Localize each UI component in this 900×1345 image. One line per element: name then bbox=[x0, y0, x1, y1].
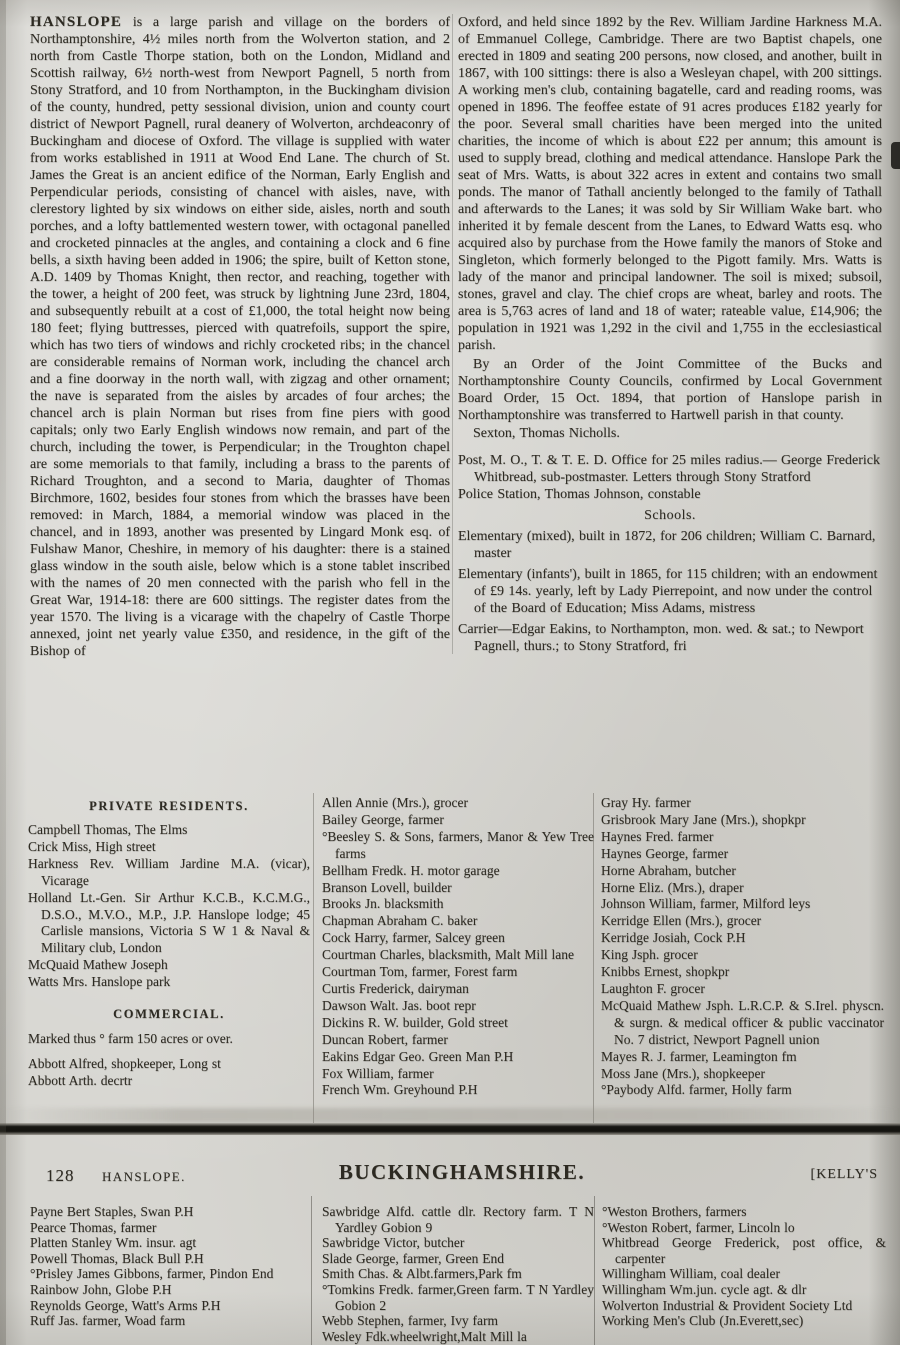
directory-entry: Chapman Abraham C. baker bbox=[322, 913, 478, 929]
directory-entry: Wesley Fdk.wheelwright,Malt Mill la bbox=[322, 1328, 527, 1344]
intro-text-left: is a large parish and village on the borders of Northamptonshire, 4½ miles north from the Wolverton station, and 2 north from Castle Thorpe station, both on the London, Midland and Scottish railway, 6½ north-west from Newport Pagnell, 5 north from Stony Stratford, and 10 from Northampton, in the Buckingham division of the county, hundred, petty sessional division, union and county court district of Newport Pagnell, rural deanery of Wolverton, archdeaconry of Buckingham and diocese of Oxford. The village is supplied with water from works established in 1911 at Wood End Lane. The church of St. James the Great is an ancient edifice of the Norman, Early English and Perpendicular periods, consisting of chancel with aisles, nave, with clerestory lighted by six windows on either side, aisles, north and south porches, and a lofty battlemented western tower, with octagonal panelled and crocketed pinnacles at the angles, and containing a clock and 6 fine bells, a sixth having been added in 1906; the spire, built of Ketton stone, A.D. 1409 by Thomas Knight, then rector, and reaching, together with the tower, a height of 200 feet, was struck by lightning June 23rd, 1804, and subsequently rebuilt at a cost of £1,000, the total height now being 180 feet; flying buttresses, pierced with quatrefoils, support the spire, which has two tiers of windows and richly crocketed ribs; in the chancel are considerable remains of Norman work, including the chancel arch and a fine doorway in the north wall, with zigzag and other ornament; the nave is separated from the aisles by arcades of four arches; the chancel arch is plain Norman but rises from fine piers with good capitals; only two Early English windows now remain, and part of the church, including the tower, is Perpendicular; in the Troughton chapel are some memorials to that family, including a brass to the parents of Richard Troughton, and a second to Maria, daughter of Thomas Birchmore, 1602, besides four stones from which the brasses have been removed: in March, 1884, a memorial window was placed in the chancel, and in 1893, another was presented by Lingard Monk esq. of Fulshaw Manor, Cheshire, in memory of his daughter: there is a stained glass window in the south aisle, below which is a stone tablet inscribed with the names of 20 men connected with the parish who fell in the Great War, 1914-18: there are 600 sittings. The register dates from the year 1570. The living is a vicarage with the chapelry of Castle Thorpe annexed, joint net yearly value £350, and residence, in the gift of the Bishop of bbox=[30, 15, 450, 659]
scan-artifact bbox=[891, 142, 900, 169]
directory-entry: Pearce Thomas, farmer bbox=[30, 1219, 157, 1235]
directory-entry: Whitbread George Frederick, post office, & carpenter bbox=[602, 1235, 886, 1266]
running-title-county: BUCKINGHAMSHIRE. bbox=[338, 1160, 586, 1184]
directory-entry: Dawson Walt. Jas. boot repr bbox=[322, 997, 476, 1013]
school-entry-infants: Elementary (infants'), built in 1865, for 115 children; with an endowment of £9 14s. yearly, left by Lady Pierrepoint, and now under the control of the Board of Education; Miss Adams, mistress bbox=[458, 567, 878, 616]
intro-left-column bbox=[30, 14, 450, 660]
private-residents-heading: PRIVATE RESIDENTS. bbox=[89, 799, 249, 813]
directory-entry: Horne Abraham, butcher bbox=[601, 862, 736, 878]
directory-list-col2 bbox=[322, 795, 594, 1099]
page2-column-1 bbox=[30, 1204, 310, 1329]
directory-entry: Crick Miss, High street bbox=[28, 838, 156, 854]
directory-entry: Campbell Thomas, The Elms bbox=[28, 822, 188, 837]
page-two-header bbox=[46, 1158, 878, 1192]
column-divider-rule bbox=[452, 14, 453, 654]
intro-paragraph-left bbox=[30, 14, 450, 660]
directory-entry: Reynolds George, Watt's Arms P.H bbox=[30, 1297, 221, 1313]
directory-entry: Courtman Tom, farmer, Forest farm bbox=[322, 964, 518, 980]
directory-entry: °Tomkins Fredk. farmer,Green farm. T N Yardley Gobion 2 bbox=[322, 1281, 594, 1313]
directory-entry: McQuaid Mathew Jsph. L.R.C.P. & S.Irel. physcn. & surgn. & medical officer & public vaccinator No. 7 district, Newport Pagnell union bbox=[601, 997, 884, 1047]
police-station-entry: Police Station, Thomas Johnson, constable bbox=[458, 487, 701, 502]
directory-entry: Kerridge Ellen (Mrs.), grocer bbox=[601, 913, 762, 929]
page2-column-2 bbox=[322, 1204, 594, 1344]
directory-entry: Working Men's Club (Jn.Everett,sec) bbox=[602, 1313, 804, 1329]
column-divider-rule bbox=[594, 1196, 595, 1345]
directory-entry: Johnson William, farmer, Milford leys bbox=[601, 896, 811, 912]
directory-entry: Abbott Arth. decrtr bbox=[28, 1072, 133, 1088]
directory-list-p2c3 bbox=[602, 1204, 886, 1329]
schools-heading: Schools. bbox=[644, 508, 696, 523]
directory-list-p2c2 bbox=[322, 1204, 594, 1344]
directory-entry: Powell Thomas, Black Bull P.H bbox=[30, 1250, 204, 1266]
directory-entry: Webb Stephen, farmer, Ivy farm bbox=[322, 1313, 498, 1329]
directory-entry: Abbott Alfred, shopkeeper, Long st bbox=[28, 1056, 221, 1072]
directory-entry: Moss Jane (Mrs.), shopkeeper bbox=[601, 1065, 765, 1081]
running-title-kellys: [KELLY'S bbox=[810, 1167, 878, 1182]
directory-entry: Rainbow John, Globe P.H bbox=[30, 1281, 172, 1297]
directory-entry: Fox William, farmer bbox=[322, 1065, 434, 1081]
commercial-list bbox=[28, 1056, 310, 1090]
directory-entry: Harkness Rev. William Jardine M.A. (vicar), Vicarage bbox=[28, 855, 310, 888]
directory-entry: French Wm. Greyhound P.H bbox=[322, 1082, 478, 1098]
commercial-note: Marked thus ° farm 150 acres or over. bbox=[28, 1031, 233, 1047]
intro-right-column bbox=[458, 14, 882, 655]
directory-entry: Curtis Frederick, dairyman bbox=[322, 980, 469, 996]
directory-entry: Eakins Edgar Geo. Green Man P.H bbox=[322, 1048, 514, 1064]
directory-entry: Platten Stanley Wm. insur. agt bbox=[30, 1235, 197, 1251]
directory-entry: Brooks Jn. blacksmith bbox=[322, 896, 444, 912]
directory-list-p2c1 bbox=[30, 1204, 310, 1329]
column-divider-rule bbox=[313, 793, 314, 1123]
parish-name-lead: HANSLOPE bbox=[30, 14, 123, 30]
directory-entry: °Weston Brothers, farmers bbox=[602, 1204, 747, 1219]
directory-entry: °Beesley S. & Sons, farmers, Manor & Yew Tree farms bbox=[322, 828, 594, 861]
directory-entry: Mayes R. J. farmer, Leamington fm bbox=[601, 1048, 797, 1064]
post-office-entry: Post, M. O., T. & T. E. D. Office for 25 miles radius.— George Frederick Whitbread, sub-postmaster. Letters through Stony Stratford bbox=[458, 453, 880, 485]
school-entry-mixed: Elementary (mixed), built in 1872, for 206 children; William C. Barnard, master bbox=[458, 529, 876, 561]
directory-entry: Courtman Charles, blacksmith, Malt Mill lane bbox=[322, 947, 575, 963]
directory-entry: Bailey George, farmer bbox=[322, 811, 444, 827]
boundary-order-paragraph: By an Order of the Joint Committee of the Bucks and Northamptonshire County Councils, confirmed by Local Government Board Order, 15 Oct. 1894, that portion of Hanslope parish in Northamptonshire was transferred to Hartwell parish in that county. bbox=[458, 357, 882, 423]
directory-entry: Branson Lovell, builder bbox=[322, 879, 452, 895]
directory-entry: Horne Eliz. (Mrs.), draper bbox=[601, 879, 744, 895]
directory-list-col3 bbox=[601, 795, 884, 1099]
private-residents-list bbox=[28, 822, 310, 991]
directory-entry: °Weston Robert, farmer, Lincoln lo bbox=[602, 1219, 795, 1235]
intro-paragraph-right: Oxford, and held since 1892 by the Rev. William Jardine Harkness M.A. of Emmanuel College, Cambridge. There are two Baptist chapels, one erected in 1809 and seating 200 persons, now closed, and another, built in 1867, with 100 sittings: there is also a Wesleyan chapel, with 200 sittings. A working men's club, containing bagatelle, card and reading rooms, was opened in 1896. The feoffee estate of 91 acres produces £182 yearly for the poor. Several small charities have been merged into the united charities, the income of which is about £22 per annum; this amount is used to supply bread, clothing and medical attendance. Hanslope Park the seat of Mrs. Watts, is about 322 acres in extent and contains two small ponds. The manor of Tathall anciently belonged to the family of Tathall and afterwards to the Lanes; it was sold by Sir William Wake bart. who inherited it by female descent from the Lanes, to Edward Watts esq. who acquired also by purchase from the Howe family the manors of Stoke and Singleton, which formerly belonged to the Pigott family. Mrs. Watts is lady of the manor and principal landowner. The soil is mixed; subsoil, stones, gravel and clay. The chief crops are wheat, barley and roots. The area is 5,763 acres of land and 18 of water; rateable value, £14,906; the population in 1921 was 1,292 in the civil and 1,755 in the ecclesiastical parish. bbox=[458, 15, 882, 353]
running-title-parish: HANSLOPE. bbox=[102, 1169, 186, 1184]
directory-entry: °Paybody Alfd. farmer, Holly farm bbox=[601, 1082, 792, 1098]
carrier-entry: Carrier—Edgar Eakins, to Northampton, mon. wed. & sat.; to Newport Pagnell, thurs.; to Stony Stratford, fri bbox=[458, 622, 864, 654]
directory-column-3 bbox=[601, 795, 884, 1099]
directory-entry: Haynes George, farmer bbox=[601, 845, 729, 861]
directory-entry: Grisbrook Mary Jane (Mrs.), shopkpr bbox=[601, 811, 806, 827]
directory-entry: Haynes Fred. farmer bbox=[601, 828, 714, 844]
directory-entry: Laughton F. grocer bbox=[601, 980, 705, 996]
directory-entry: Allen Annie (Mrs.), grocer bbox=[322, 795, 468, 810]
directory-entry: King Jsph. grocer bbox=[601, 947, 698, 963]
directory-entry: Holland Lt.-Gen. Sir Arthur K.C.B., K.C.M.G., D.S.O., M.V.O., M.P., J.P. Hanslope lodge; 45 Carlisle mansions, Victoria S W 1 & Naval & Military club, London bbox=[28, 889, 310, 956]
column-divider-rule bbox=[311, 1196, 312, 1345]
directory-entry: Smith Chas. & Albt.farmers,Park fm bbox=[322, 1266, 522, 1282]
directory-entry: Payne Bert Staples, Swan P.H bbox=[30, 1204, 194, 1219]
directory-entry: Bellham Fredk. H. motor garage bbox=[322, 862, 500, 878]
directory-entry: Ruff Jas. farmer, Woad farm bbox=[30, 1313, 186, 1329]
scan-edge-shading bbox=[0, 0, 6, 1345]
page-number: 128 bbox=[46, 1166, 75, 1185]
directory-entry: Wolverton Industrial & Provident Society Ltd bbox=[602, 1297, 853, 1313]
directory-column-2 bbox=[322, 795, 594, 1099]
directory-entry: Duncan Robert, farmer bbox=[322, 1031, 448, 1047]
directory-entry: Willingham Wm.jun. cycle agt. & dlr bbox=[602, 1281, 807, 1297]
directory-entry: Watts Mrs. Hanslope park bbox=[28, 974, 171, 990]
directory-entry: Knibbs Ernest, shopkpr bbox=[601, 964, 730, 980]
directory-entry: Willingham William, coal dealer bbox=[602, 1266, 780, 1282]
scan-showthrough bbox=[0, 1108, 900, 1123]
directory-column-private-residents bbox=[28, 797, 310, 1090]
column-divider-rule bbox=[593, 793, 594, 1123]
directory-entry: Slade George, farmer, Green End bbox=[322, 1250, 505, 1266]
directory-entry: Sawbridge Alfd. cattle dlr. Rectory farm. T N Yardley Gobion 9 bbox=[322, 1204, 594, 1235]
commercial-heading: COMMERCIAL. bbox=[113, 1007, 225, 1022]
directory-entry: Sawbridge Victor, butcher bbox=[322, 1235, 465, 1251]
directory-entry: Gray Hy. farmer bbox=[601, 795, 691, 810]
page-break-band bbox=[0, 1123, 900, 1135]
directory-entry: °Prisley James Gibbons, farmer, Pindon End bbox=[30, 1266, 274, 1282]
page2-column-3 bbox=[602, 1204, 886, 1329]
sexton-line: Sexton, Thomas Nicholls. bbox=[473, 426, 620, 441]
directory-entry: Cock Harry, farmer, Salcey green bbox=[322, 930, 505, 946]
directory-entry: Kerridge Josiah, Cock P.H bbox=[601, 930, 746, 946]
directory-entry: McQuaid Mathew Joseph bbox=[28, 957, 168, 973]
directory-entry: Dickins R. W. builder, Gold street bbox=[322, 1014, 508, 1030]
